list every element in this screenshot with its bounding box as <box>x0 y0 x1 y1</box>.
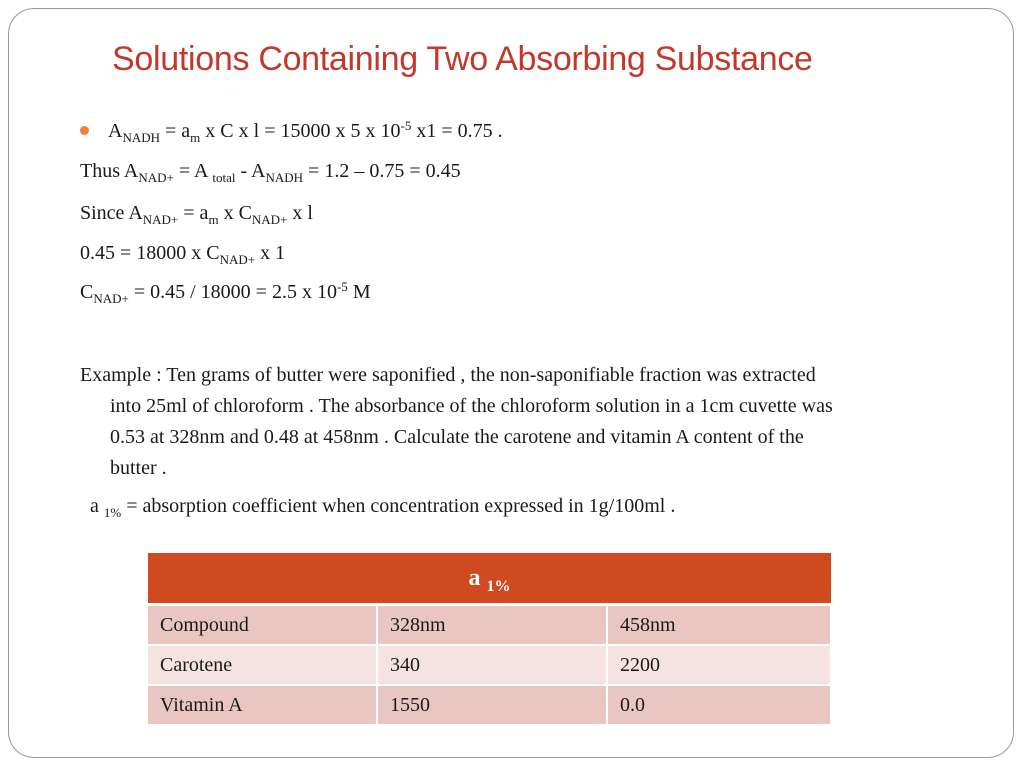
table-cell: Compound <box>148 605 377 646</box>
table-cell: 2200 <box>607 645 831 685</box>
example-line: Example : Ten grams of butter were saponified , the non-saponifiable fraction was extracted <box>80 364 816 386</box>
table-cell: 0.0 <box>607 685 831 725</box>
equation-since: Since $A_{NAD+} = a_m$ x $C_{NAD+}$ x l <box>80 202 313 227</box>
equation-concentration: $C_{NAD+} = 0.45 / 18000 = 2.5$ x $10^{-5}$ M <box>80 279 371 306</box>
equation-a-nad-plus: Thus $A_{NAD+} = A$ $_{total} - A_{NADH} = 1.2 - 0.75 = 0.45$ <box>80 160 461 185</box>
table-row <box>148 645 831 685</box>
absorption-coefficient-table <box>148 553 832 726</box>
slide-title: Solutions Containing Two Absorbing Substance <box>112 40 813 78</box>
table-cell: 328nm <box>377 605 607 646</box>
example-paragraph <box>80 360 980 484</box>
table-header-row <box>148 553 831 605</box>
table-cell: 1550 <box>377 685 607 725</box>
example-line: 0.53 at 328nm and 0.48 at 458nm . Calculate the carotene and vitamin A content of the <box>110 426 804 448</box>
example-line: into 25ml of chloroform . The absorbance of the chloroform solution in a 1cm cuvette was <box>110 395 833 417</box>
equation-a-nadh: $A_{NADH} = a_m$ x C x l = 15000 x 5 x $10^{-5}$ x1 = 0.75 . <box>108 118 503 145</box>
table-header: a $_{1\%}$ <box>148 553 831 605</box>
table-row <box>148 685 831 725</box>
table-cell: 458nm <box>607 605 831 646</box>
equation-substitution: 0.45 = 18000 x $C_{NAD+}$ x 1 <box>80 242 286 267</box>
bullet-dot-icon <box>80 126 89 135</box>
table-row <box>148 605 831 646</box>
example-line: butter . <box>110 457 167 479</box>
table-cell: Vitamin A <box>148 685 377 725</box>
table-cell: Carotene <box>148 645 377 685</box>
coefficient-definition: a $_{1\%}$ = absorption coefficient when concentration expressed in 1g/100ml . <box>90 495 676 520</box>
table-cell: 340 <box>377 645 607 685</box>
